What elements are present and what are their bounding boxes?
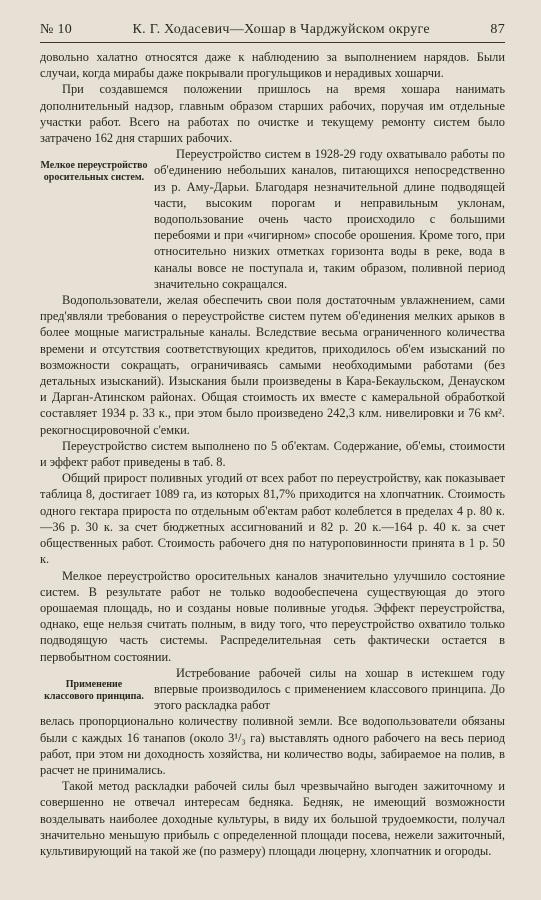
- issue-number: № 10: [40, 22, 73, 37]
- article-body: [40, 49, 505, 859]
- section-lead: [154, 665, 505, 714]
- section-lead: [154, 146, 505, 292]
- paragraph: Переустройство систем в 1928-29 году охватывало работы по об'единению небольших каналов, питающихся непосредственно из р. Аму-Дарьи. Благодаря незначительной длине подводящей части, высоким порогам и неправильным уклонам, водопользование очень часто происходило с большими перебоями и при «чигирном» способе орошения. Кроме того, при относительно низких отметках горизонта воды в реке, вода в каналы вовсе не поступала и, таким образом, поливной период значительно сокращался.: [154, 147, 505, 291]
- section-class-principle: [40, 665, 505, 714]
- section-body: [40, 292, 505, 665]
- paragraph: довольно халатно относятся даже к наблюдению за выполнением нарядов. Были случаи, когда мирабы даже покрывали прогульщиков и нерадивых хошарчи.: [40, 50, 505, 81]
- paragraph: Водопользователи, желая обеспечить свои поля достаточным увлажнением, сами пред'являли требования о переустройстве систем путем об'единения мелких арыков в более мощные магистральные каналы. Вследствие весьма ограниченного количества времени и отсутствия соответствующих кредитов, приходилось об'ем изысканий по возможности сокращать, ограничиваясь самыми необходимыми работами (без детальных изысканий). Изыскания были произведены в Кара-Бекаульском, Денауском и Дарган-Атинском районах. Общая стоимость их вместе с камеральной обработкой составляет 1934 р. 33 к., при этом было произведено 242,3 клм. нивелировки и 76 км². рекогносцировочной с'емки.: [40, 293, 505, 437]
- section-irrigation-reconstruction: [40, 146, 505, 292]
- paragraph: Общий прирост поливных угодий от всех работ по переустройству, как показывает таблица 8, достигает 1089 га, из которых 81,7% приходится на хлопчатник. Стоимость одного гектара прироста по отдельным об'ектам работ колеблется в пределах 4 р. 80 к.—36 р. 30 к. за счет бюджетных ассигнований и 82 р. 20 к.—164 р. 40 к. за счет общественных работ. Стоимость рабочего дня по натуроповинности принята в 1 р. 50 к.: [40, 471, 505, 567]
- page-number: 87: [490, 22, 505, 37]
- paragraph: При создавшемся положении пришлось на время хошара нанимать дополнительный надзор, главным образом старших рабочих, поручая им отдельные участки работ. Всего на работах по очистке и текущему ремонту систем было затрачено 162 дня старших рабочих.: [40, 82, 505, 146]
- paragraph: Переустройство систем выполнено по 5 об'ектам. Содержание, об'емы, стоимости и эффект работ приведены в таб. 8.: [40, 438, 505, 470]
- paragraph: велась пропорционально количеству поливной земли. Все водопользователи обязаны были с каждых 16 танапов (около 3¹/₃ га) выставлять одного рабочего на весь период работ, при этом ни доходность хозяйства, ни количество воды, забираемое на полив, в расчет не принимались.: [40, 714, 505, 777]
- side-heading: Мелкое переустройство оросительных систем.: [40, 160, 148, 184]
- paragraph: Такой метод раскладки рабочей силы был чрезвычайно выгоден зажиточному и совершенно не отвечал интересам бедняка. Бедняк, не имеющий возможности возделывать наиболее доходные культуры, в виду их большой трудоемкости, получал значительно меньшую прибыль с определенной площади посева, нежели зажиточный, культивирующий на такой же (по размеру) площади люцерну, хлопчатник и огороды.: [40, 779, 505, 858]
- running-header: [40, 22, 505, 43]
- section-body: [40, 713, 505, 859]
- side-heading: Применение классового принципа.: [44, 678, 144, 702]
- paragraph: Истребование рабочей силы на хошар в истекшем году впервые производилось с применением классового принципа. До этого раскладка работ: [154, 665, 505, 713]
- article-running-title: К. Г. Ходасевич—Хошар в Чарджуйском округе: [132, 22, 430, 37]
- paragraph: Мелкое переустройство оросительных каналов значительно улучшило состояние систем. В результате работ не только водообеспечена существующая до этого орошаемая площадь, но и созданы новые поливные угодья. Эффект переустройства, однако, еще нельзя считать полным, в виду того, что переустройство охватило только подводящую часть системы. Распределительная сеть фактически остается в первобытном состоянии.: [40, 568, 505, 664]
